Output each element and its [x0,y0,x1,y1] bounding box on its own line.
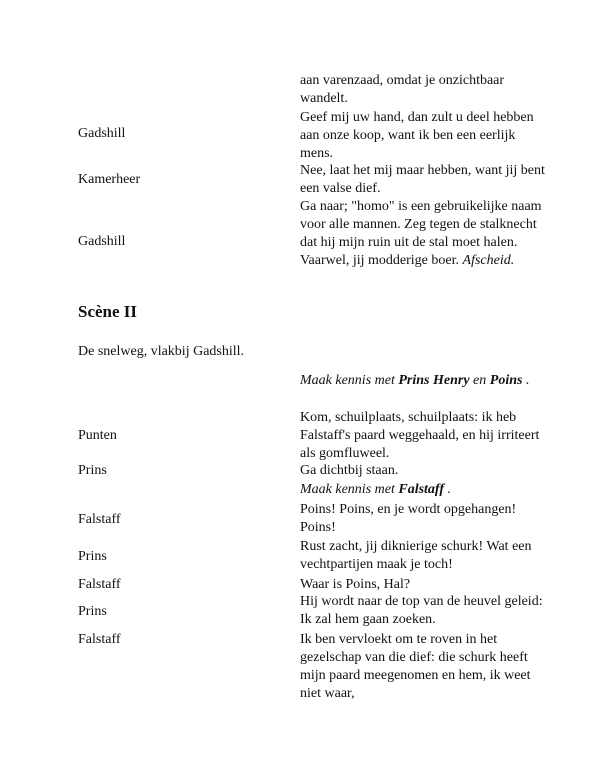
dialogue-text: Hij wordt naar de top van de heuvel geleid: Ik zal hem gaan zoeken. [300,594,543,627]
dialogue-text: Nee, laat het mij maar hebben, want jij bent een valse dief. [300,163,545,196]
speaker-name: Prins [78,463,107,478]
scene-setting: De snelweg, vlakbij Gadshill. [78,344,245,359]
character-name: Falstaff [398,482,444,497]
dialogue-text: Rust zacht, jij diknierige schurk! Wat een vechtpartijen maak je toch! [300,539,532,572]
dialogue-text: aan varenzaad, omdat je onzichtbaar wandelt. [300,73,505,106]
dialogue-text: Poins! Poins, en je wordt opgehangen! Poins! [300,502,517,535]
stage-direction [300,372,545,390]
scene-heading: Scène II [78,302,138,321]
dialogue-text: Kom, schuilplaats, schuilplaats: ik heb Falstaff's paard weggehaald, en hij irriteert als gomfluweel. [300,410,540,461]
speaker-name: Falstaff [78,632,121,647]
stage-direction-text: Maak kennis met [300,373,399,388]
dialogue-text: Ik ben vervloekt om te roven in het gezelschap van die dief: die schurk heeft mijn paard meegenomen en hem, ik weet niet waar, [300,632,531,701]
dialogue-text-content: Ga naar; "homo" is een gebruikelijke naam voor alle mannen. Zeg tegen de stalknecht dat hij mijn ruin uit de stal moet halen. Vaarwel, jij modderige boer. [300,199,542,268]
speaker-name: Prins [78,604,107,619]
stage-direction-text: en [469,373,490,388]
stage-direction: Afscheid. [462,253,515,268]
dialogue-text: Geef mij uw hand, dan zult u deel hebben aan onze koop, want ik ben een eerlijk mens. [300,110,534,161]
speaker-name: Falstaff [78,577,121,592]
character-name: Poins [489,373,523,388]
speaker-name: Prins [78,549,107,564]
stage-direction-text: Maak kennis met [300,482,399,497]
speaker-name: Gadshill [78,126,126,141]
character-name: Prins Henry [398,373,470,388]
speaker-name: Falstaff [78,512,121,527]
dialogue-text [300,198,545,270]
dialogue-text: Waar is Poins, Hal? [300,577,411,592]
dialogue-text: Ga dichtbij staan. [300,463,399,478]
speaker-name: Gadshill [78,234,126,249]
stage-direction [300,481,545,499]
speaker-name: Kamerheer [78,172,141,187]
stage-direction-text: . [444,482,451,497]
stage-direction-text: . [522,373,530,388]
speaker-name: Punten [78,428,117,443]
